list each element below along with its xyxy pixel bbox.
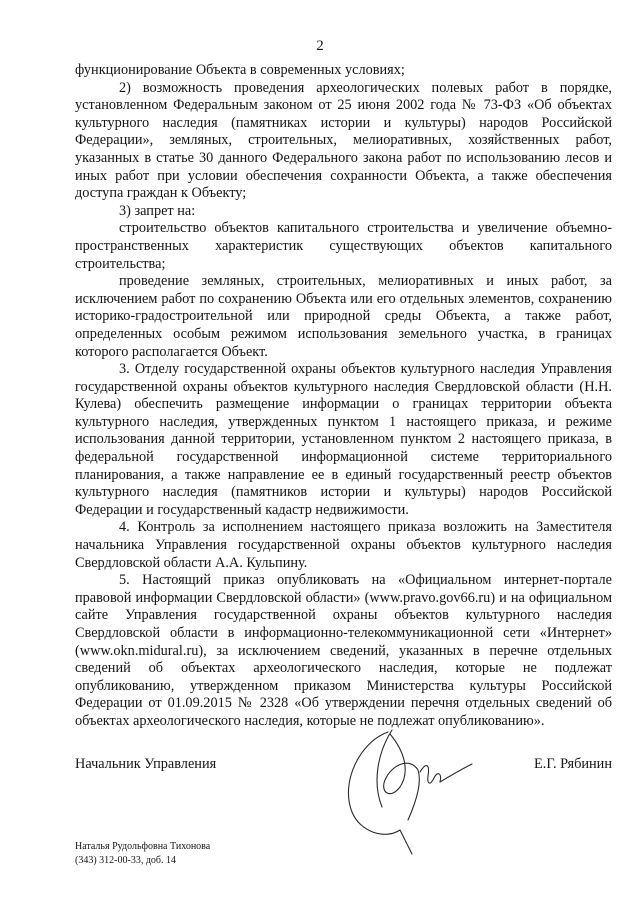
paragraph: 3) запрет на: bbox=[119, 202, 196, 219]
document-body bbox=[75, 62, 612, 731]
page-number: 2 bbox=[316, 38, 324, 54]
paragraph: строительство объектов капитального строительства и увеличение объемно-пространственных характеристик существующих объектов капитального строительства; bbox=[75, 220, 612, 272]
paragraph: функционирование Объекта в современных условиях; bbox=[75, 62, 405, 78]
paragraph: 3. Отделу государственной охраны объектов культурного наследия Управления государственной охраны объектов культурного наследия Свердловской области (Н.Н. Кулева) обеспечить размещение информации о границах территории объекта культурного наследия, утвержденных пунктом 1 настоящего приказа, и режиме использования данной территории, установленном пунктом 2 настоящего приказа, в федеральной государственной информационной системе территориального планирования, а также направление ее в единый государственный реестр объектов культурного наследия (памятников истории и культуры) народов Российской Федерации и государственный кадастр недвижимости. bbox=[75, 361, 612, 518]
paragraph: 5. Настоящий приказ опубликовать на «Официальном интернет-портале правовой информации Свердловской области» (www.pravo.gov66.ru) и на официальном сайте Управления государственной охраны объектов культурного наследия Свердловской области в информационно-телекоммуникационной сети «Интернет» (www.okn.midural.ru), за исключением сведений, указанных в перечне отдельных сведений об объектах археологического наследия, которые не подлежат опубликованию, утвержденном приказом Министерства культуры Российской Федерации от 01.09.2015 № 2328 «Об утверждении перечня отдельных сведений об объектах археологического наследия, которые не подлежат опубликованию». bbox=[75, 572, 612, 729]
executor-phone: (343) 312-00-33, доб. 14 bbox=[75, 855, 176, 866]
executor-name: Наталья Рудольфовна Тихонова bbox=[75, 841, 211, 852]
paragraph: 2) возможность проведения археологических полевых работ в порядке, установленном Федеральным законом от 25 июня 2002 года № 73-ФЗ «Об объектах культурного наследия (памятниках истории и культуры) народов Российской Федерации», земляных, строительных, мелиоративных, хозяйственных работ, указанных в статье 30 данного Федерального закона работ по использованию лесов и иных работ при условии обеспечения сохранности Объекта, а также обеспечения доступа граждан к Объекту; bbox=[75, 79, 612, 202]
signer-name: Е.Г. Рябинин bbox=[534, 756, 612, 772]
paragraph: проведение земляных, строительных, мелиоративных и иных работ, за исключением работ по сохранению Объекта или его отдельных элементов, сохранению историко-градостроительной или природной среды Объекта, а также работ, определенных особым режимом использования земельного участка, в границах которого располагается Объект. bbox=[75, 273, 612, 360]
signer-title: Начальник Управления bbox=[75, 756, 217, 772]
paragraph: 4. Контроль за исполнением настоящего приказа возложить на Заместителя начальника Управления государственной охраны объектов культурного наследия Свердловской области А.А. Кульпину. bbox=[75, 519, 612, 571]
executor-info bbox=[75, 840, 210, 868]
handwritten-signature bbox=[330, 712, 490, 862]
